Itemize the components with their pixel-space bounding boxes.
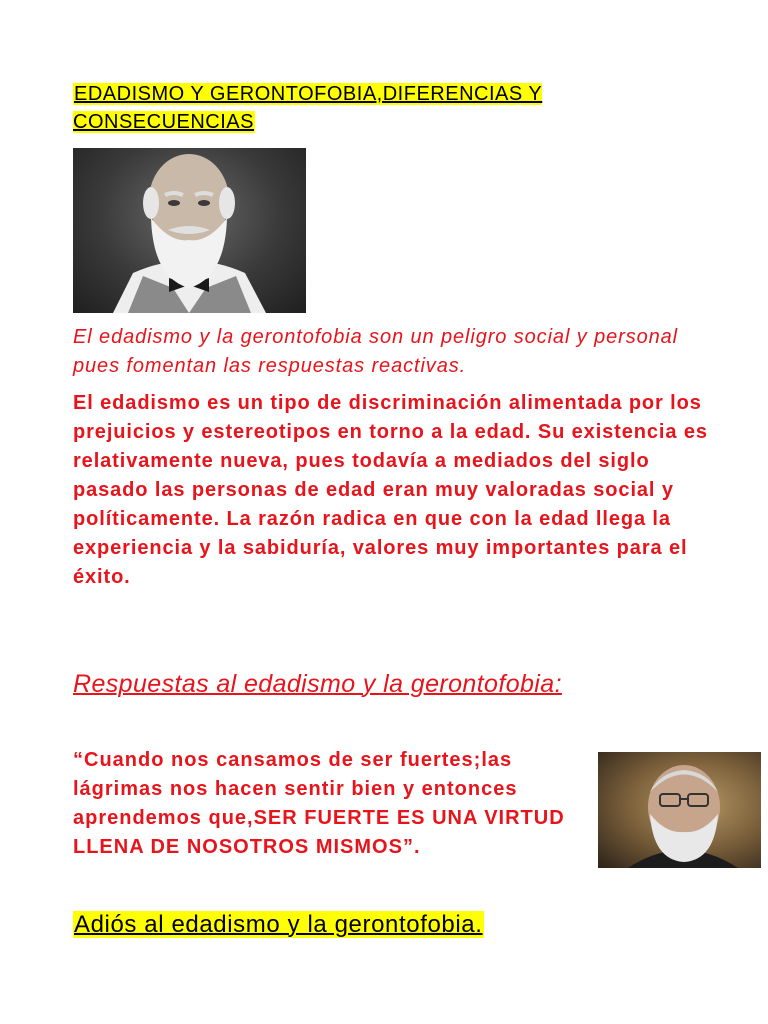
bearded-man-illustration [598, 752, 761, 868]
document-title [73, 80, 663, 136]
elderly-man-photo [73, 148, 306, 313]
elderly-man-illustration [73, 148, 306, 313]
quote-text: “Cuando nos cansamos de ser fuertes;las lágrimas nos hacen sentir bien y entonces aprendemos que,SER FUERTE ES UNA VIRTUD LLENA DE NOSOTROS MISMOS”. [73, 749, 565, 858]
section-heading: Respuestas al edadismo y la gerontofobia: [73, 670, 562, 698]
bearded-man-photo [598, 752, 761, 868]
title-text: EDADISMO Y GERONTOFOBIA,DIFERENCIAS Y CONSECUENCIAS [73, 83, 543, 133]
intro-text: El edadismo y la gerontofobia son un peligro social y personal pues fomentan las respuestas reactivas. [73, 326, 679, 377]
closing-text: Adiós al edadismo y la gerontofobia. [74, 911, 483, 938]
closing-heading [73, 909, 693, 941]
body-paragraph: El edadismo es un tipo de discriminación alimentada por los prejuicios y estereotipos en torno a la edad. Su existencia es relativamente nueva, pues todavía a mediados del siglo pasado las personas de edad eran muy valoradas social y políticamente. La razón radica en que con la edad llega la experiencia y la sabiduría, valores muy importantes para el éxito. [73, 392, 708, 588]
